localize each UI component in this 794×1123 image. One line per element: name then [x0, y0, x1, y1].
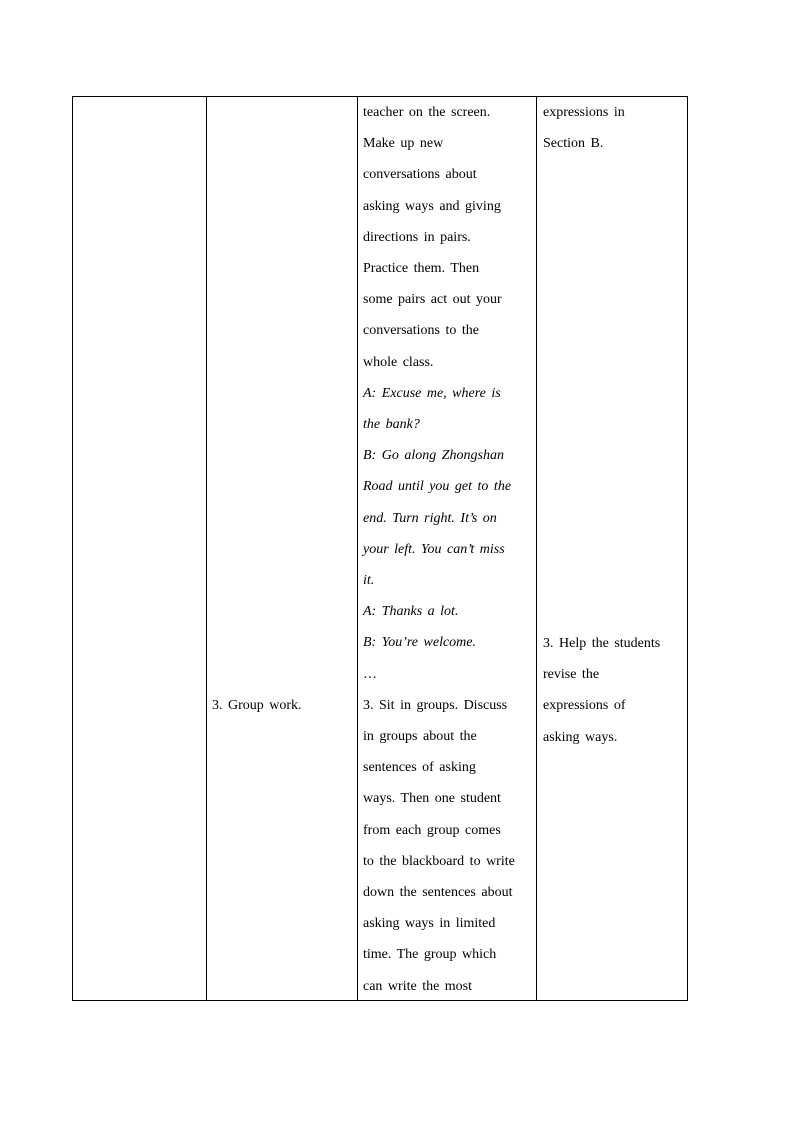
dialogue-line: B: You’re welcome. [363, 635, 476, 651]
text-line: expressions in [543, 105, 625, 120]
column-divider [206, 97, 207, 1000]
activity-label: 3. Group work. [212, 698, 302, 713]
text-line: directions in pairs. [363, 229, 471, 245]
dialogue-line: it. [363, 573, 375, 588]
text-line: asking ways in limited [363, 916, 496, 932]
text-line: expressions of [543, 698, 626, 714]
text-line: to the blackboard to write [363, 853, 515, 869]
text-line: asking ways. [543, 729, 618, 745]
text-line: Make up new [363, 136, 444, 152]
text-line: can write the most [363, 978, 473, 994]
dialogue-line: Road until you get to the [363, 479, 512, 495]
text-line: asking ways and giving [363, 198, 501, 214]
text-line: Practice them. Then [363, 261, 480, 276]
text-line: 3. Sit in groups. Discuss [363, 697, 508, 713]
column-divider [536, 97, 537, 1000]
text-line: conversations to the [363, 323, 479, 339]
text-line: 3. Help the students [543, 636, 661, 651]
dialogue-line: B: Go along Zhongshan [363, 448, 504, 464]
text-line: revise the [543, 667, 600, 683]
text-line: Section B. [543, 136, 604, 152]
dialogue-line: A: Thanks a lot. [363, 604, 459, 620]
text-line: from each group comes [363, 822, 501, 838]
dialogue-line: end. Turn right. It’s on [363, 510, 497, 526]
dialogue-line: the bank? [363, 417, 420, 432]
dialogue-line: A: Excuse me, where is [363, 385, 501, 401]
text-line: ways. Then one student [363, 791, 501, 807]
text-line: down the sentences about [363, 885, 513, 900]
text-line: some pairs act out your [363, 292, 502, 308]
column-divider [357, 97, 358, 1000]
text-line: whole class. [363, 354, 434, 370]
text-line: time. The group which [363, 947, 497, 963]
text-line: conversations about [363, 167, 477, 183]
text-line: … [363, 666, 377, 682]
dialogue-line: your left. You can’t miss [363, 541, 505, 557]
text-line: in groups about the [363, 729, 477, 744]
text-line: teacher on the screen. [363, 105, 491, 120]
text-line: sentences of asking [363, 760, 476, 776]
lesson-plan-table [72, 96, 688, 1001]
